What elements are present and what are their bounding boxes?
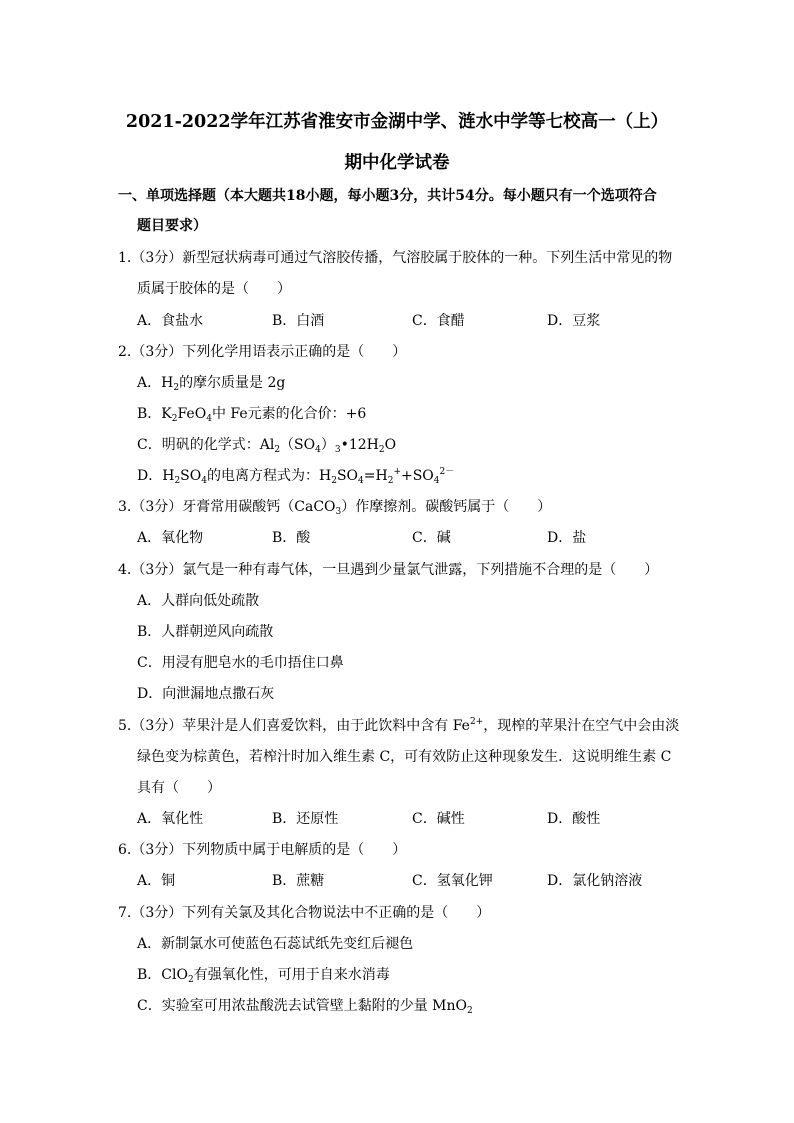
q5-stem-line1: 5.（3分）苹果汁是人们喜爱饮料，由于此饮料中含有 $Fe^{2+}$，现榨的苹果汁在空气中会由淡 [118,717,680,734]
q3-option-d: D．盐 [547,530,587,546]
q4-option-d: D．向泄漏地点撒石灰 [137,686,275,702]
q2-option-a: A．$H_2$的摩尔质量是 2g [137,375,286,393]
q6-option-d: D．氯化钠溶液 [547,873,643,889]
q6-option-c: C．氢氧化钾 [412,873,493,889]
q1-option-c: C．食醋 [412,313,465,329]
q4-stem: 4.（3分）氯气是一种有毒气体，一旦遇到少量氯气泄露，下列措施不合理的是（ ） [118,562,659,578]
q7-option-b: B．ClO$_2$有强氧化性，可用于自来水消毒 [137,967,390,985]
q5-option-d: D．酸性 [547,811,601,827]
q7-option-a: A．新制氯水可使蓝色石蕊试纸先变红后褪色 [137,936,414,952]
q4-option-b: B．人群朝逆风向疏散 [137,624,274,640]
q3-option-c: C．碱 [412,530,451,546]
q2-option-b: B．$K_2FeO_4$中 Fe元素的化合价：+6 [137,406,367,424]
q7-stem: 7.（3分）下列有关氯及其化合物说法中不正确的是（ ） [118,905,491,921]
q6-option-b: B．蔗糖 [272,873,325,889]
exam-title-line1: 2021-2022学年江苏省淮安市金湖中学、涟水中学等七校高一（上） [125,112,669,132]
q1-option-b: B．白酒 [272,313,325,329]
section-heading-line1: 一、单项选择题（本大题共18小题，每小题3分，共计54分。每小题只有一个选项符合 [118,188,657,204]
q2-option-c: C．明矾的化学式：$Al_2(SO_4)_3•12H_2O$ [137,437,397,455]
q3-option-b: B．酸 [272,530,311,546]
q2-stem: 2.（3分）下列化学用语表示正确的是（ ） [118,344,407,360]
section-heading-line2: 题目要求） [137,218,207,234]
exam-title-line2: 期中化学试卷 [344,153,450,173]
q1-option-d: D．豆浆 [547,313,601,329]
q6-option-a: A．铜 [137,873,176,889]
q5-stem-line2: 绿色变为棕黄色，若榨汁时加入维生素 C，可有效防止这种现象发生．这说明维生素 C [137,749,672,765]
q5-option-b: B．还原性 [272,811,339,827]
q5-stem-line3: 具有（ ） [137,780,221,796]
q3-stem: 3.（3分）牙膏常用碳酸钙（CaCO$_3$）作摩擦剂。碳酸钙属于（ ） [118,499,552,517]
q5-option-a: A．氧化性 [137,811,204,827]
q1-stem-line2: 质属于胶体的是（ ） [137,281,291,297]
q1-option-a: A．食盐水 [137,313,204,329]
q6-stem: 6.（3分）下列物质中属于电解质的是（ ） [118,842,407,858]
q5-option-c: C．碱性 [412,811,465,827]
q1-stem-line1: 1.（3分）新型冠状病毒可通过气溶胶传播，气溶胶属于胶体的一种。下列生活中常见的物 [118,250,673,266]
q4-option-a: A．人群向低处疏散 [137,593,260,609]
q2-option-d: D．$H_2SO_4$的电离方程式为：$H_2SO_4=H_2^++SO_4^{2-}$ [137,467,455,486]
q4-option-c: C．用浸有肥皂水的毛巾捂住口鼻 [137,655,344,671]
q7-option-c: C．实验室可用浓盐酸洗去试管壁上黏附的少量 MnO$_2$ [137,998,473,1016]
q3-option-a: A．氧化物 [137,530,204,546]
